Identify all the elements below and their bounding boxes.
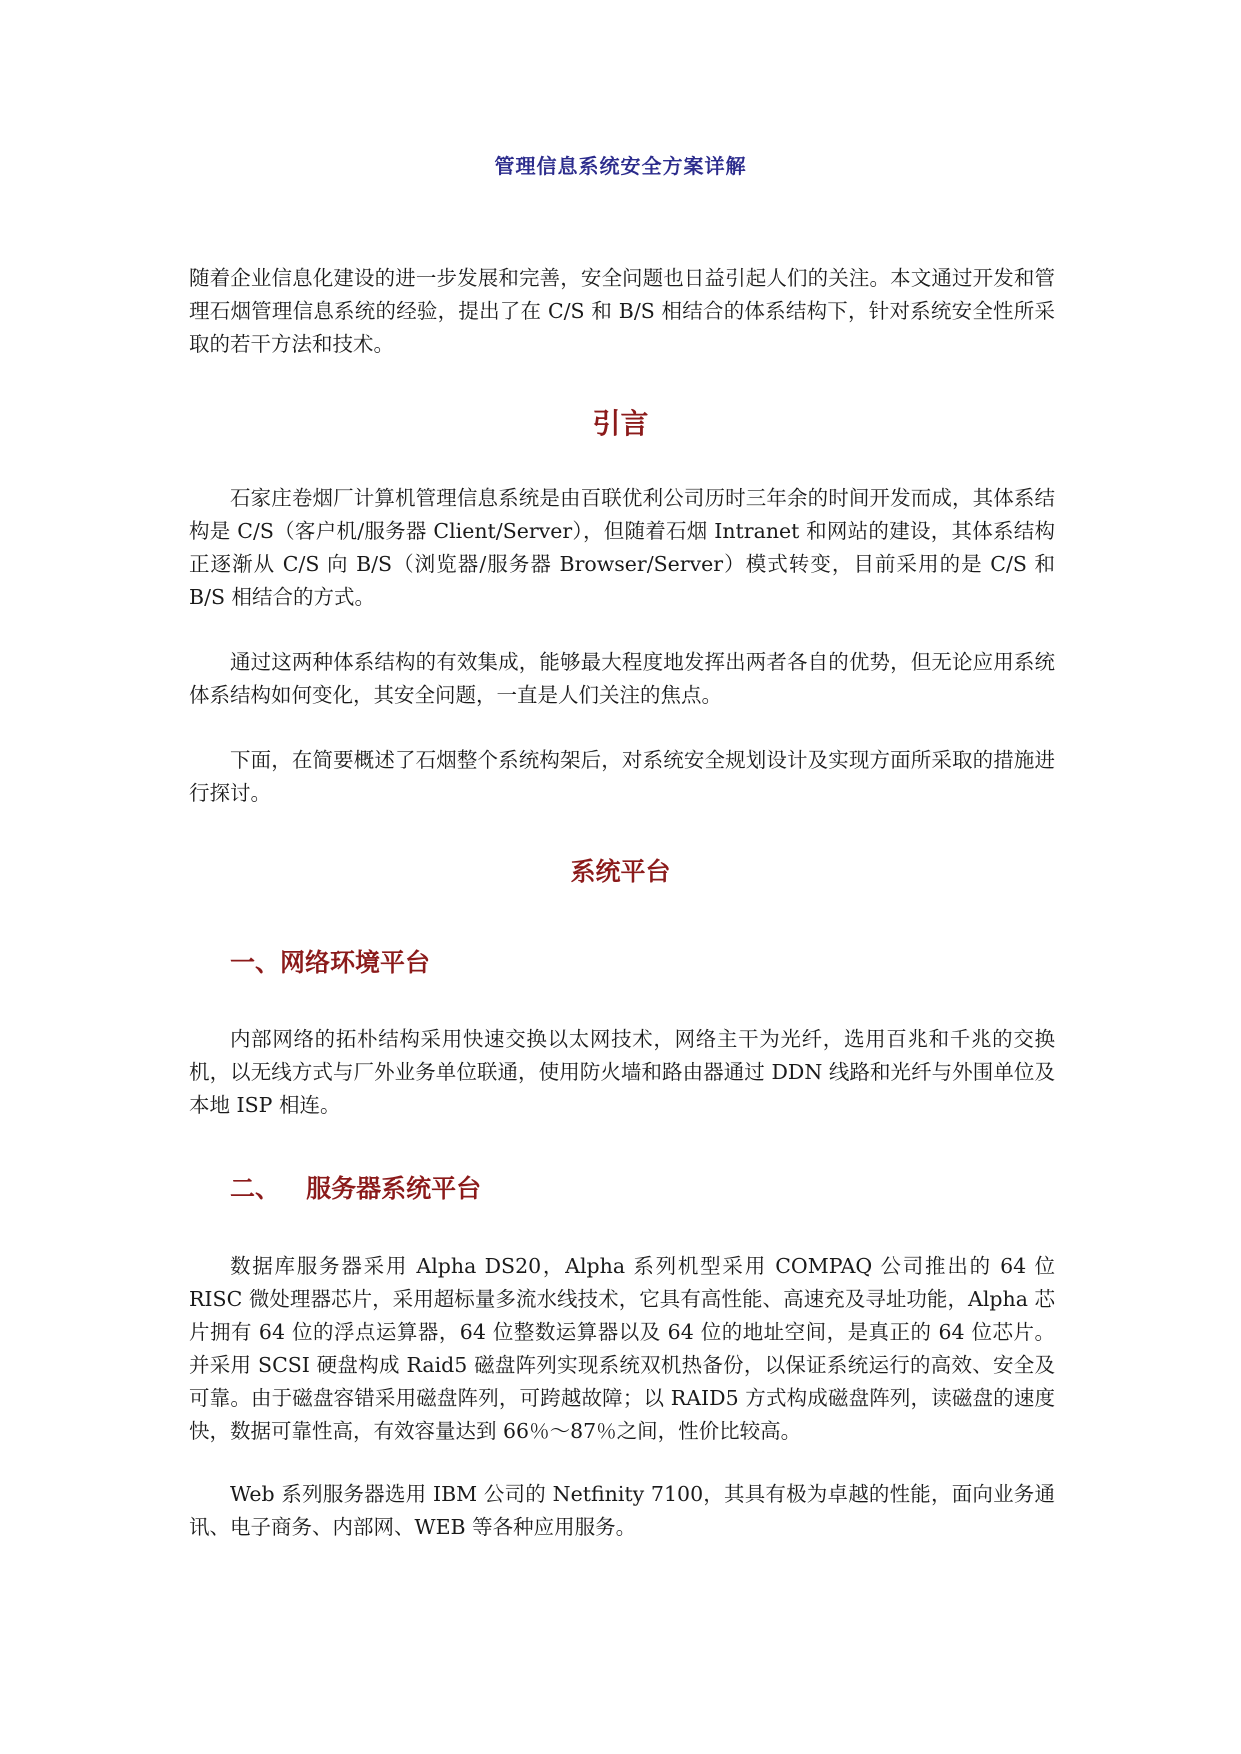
intro-paragraph-3: 下面，在简要概述了石烟整个系统构架后，对系统安全规划设计及实现方面所采取的措施进行探讨。 — [189, 748, 1055, 805]
subheading-server-platform: 二、 服务器系统平台 — [230, 1174, 482, 1203]
intro-paragraph-1: 石家庄卷烟厂计算机管理信息系统是由百联优利公司历时三年余的时间开发而成，其体系结构是 C/S（客户机/服务器 Client/Server），但随着石烟 Intranet 和网站的建设，其体系结构正逐渐从 C/S 向 B/S（浏览器/服务器 Browser/Server）模式转变，目前采用的是 C/S 和 B/S 相结合的方式。 — [189, 486, 1055, 609]
document-title: 管理信息系统安全方案详解 — [494, 154, 747, 178]
section-heading-intro: 引言 — [592, 407, 649, 440]
server-paragraph-1: 数据库服务器采用 Alpha DS20，Alpha 系列机型采用 COMPAQ 公司推出的 64 位 RISC 微处理器芯片，采用超标量多流水线技术，它具有高性能、高速充及寻址功能，Alpha 芯片拥有 64 位的浮点运算器，64 位整数运算器以及 64 位的地址空间，是真正的 64 位芯片。并采用 SCSI 硬盘构成 Raid5 磁盘阵列实现系统双机热备份，以保证系统运行的高效、安全及可靠。由于磁盘容错采用磁盘阵列，可跨越故障；以 RAID5 方式构成磁盘阵列，读磁盘的速度快，数据可靠性高，有效容量达到 66％～87％之间，性价比较高。 — [189, 1254, 1055, 1443]
section-heading-system-platform: 系统平台 — [570, 857, 671, 886]
intro-paragraph-2: 通过这两种体系结构的有效集成，能够最大程度地发挥出两者各自的优势，但无论应用系统体系结构如何变化，其安全问题，一直是人们关注的焦点。 — [189, 650, 1055, 707]
subheading-network-platform: 一、网络环境平台 — [230, 948, 431, 977]
server-paragraph-2: Web 系列服务器选用 IBM 公司的 Netfinity 7100，其具有极为卓越的性能，面向业务通讯、电子商务、内部网、WEB 等各种应用服务。 — [189, 1482, 1055, 1539]
abstract-paragraph: 随着企业信息化建设的进一步发展和完善，安全问题也日益引起人们的关注。本文通过开发和管理石烟管理信息系统的经验，提出了在 C/S 和 B/S 相结合的体系结构下，针对系统安全性所采取的若干方法和技术。 — [189, 266, 1055, 356]
network-paragraph: 内部网络的拓朴结构采用快速交换以太网技术，网络主干为光纤，选用百兆和千兆的交换机，以无线方式与厂外业务单位联通，使用防火墙和路由器通过 DDN 线路和光纤与外围单位及本地 ISP 相连。 — [189, 1027, 1055, 1117]
